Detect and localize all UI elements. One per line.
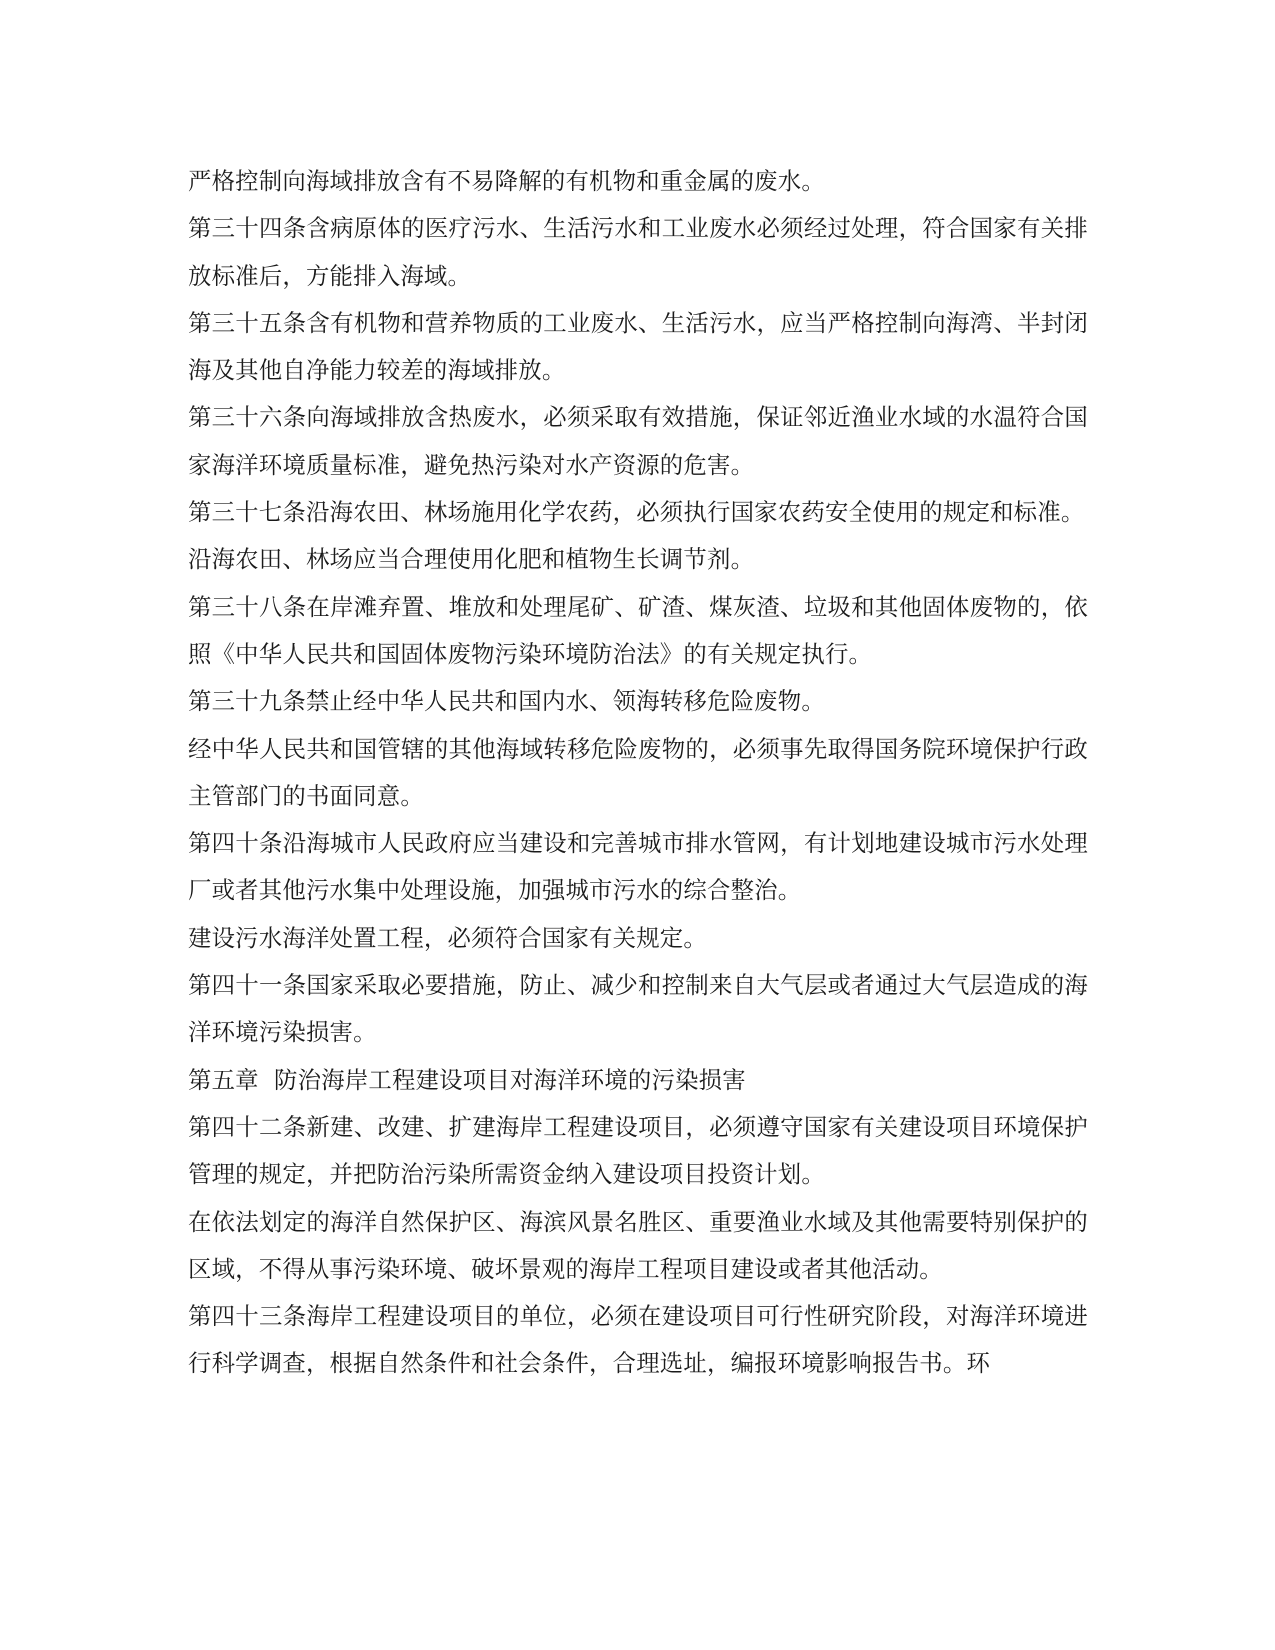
paragraph: 经中华人民共和国管辖的其他海域转移危险废物的，必须事先取得国务院环境保护行政主管部门的书面同意。 xyxy=(188,734,1088,810)
paragraph: 在依法划定的海洋自然保护区、海滨风景名胜区、重要渔业水域及其他需要特别保护的区域，不得从事污染环境、破坏景观的海岸工程项目建设或者其他活动。 xyxy=(188,1207,1088,1283)
paragraph: 第四十三条海岸工程建设项目的单位，必须在建设项目可行性研究阶段，对海洋环境进行科学调查，根据自然条件和社会条件，合理选址，编报环境影响报告书。环 xyxy=(188,1302,1088,1378)
paragraph: 第三十六条向海域排放含热废水，必须采取有效措施，保证邻近渔业水域的水温符合国家海洋环境质量标准，避免热污染对水产资源的危害。 xyxy=(188,403,1088,479)
paragraph: 第四十条沿海城市人民政府应当建设和完善城市排水管网，有计划地建设城市污水处理厂或者其他污水集中处理设施，加强城市污水的综合整治。 xyxy=(188,829,1088,905)
paragraph: 第四十二条新建、改建、扩建海岸工程建设项目，必须遵守国家有关建设项目环境保护管理的规定，并把防治污染所需资金纳入建设项目投资计划。 xyxy=(188,1112,1088,1189)
paragraph: 第三十八条在岸滩弃置、堆放和处理尾矿、矿渣、煤灰渣、垃圾和其他固体废物的，依照《中华人民共和国固体废物污染环境防治法》的有关规定执行。 xyxy=(188,592,1088,668)
paragraph: 严格控制向海域排放含有不易降解的有机物和重金属的废水。 xyxy=(188,167,825,195)
paragraph: 第三十九条禁止经中华人民共和国内水、领海转移危险废物。 xyxy=(188,687,825,716)
paragraph: 沿海农田、林场应当合理使用化肥和植物生长调节剂。 xyxy=(188,545,755,574)
document-body xyxy=(188,158,1088,1388)
paragraph: 第四十一条国家采取必要措施，防止、减少和控制来自大气层或者通过大气层造成的海洋环境污染损害。 xyxy=(188,971,1088,1047)
paragraph: 第三十七条沿海农田、林场施用化学农药，必须执行国家农药安全使用的规定和标准。 xyxy=(188,498,1085,527)
chapter-heading: 第五章 防治海岸工程建设项目对海洋环境的污染损害 xyxy=(188,1065,746,1094)
paragraph: 第三十四条含病原体的医疗污水、生活污水和工业废水必须经过处理，符合国家有关排放标准后，方能排入海域。 xyxy=(188,214,1088,290)
paragraph: 第三十五条含有机物和营养物质的工业废水、生活污水，应当严格控制向海湾、半封闭海及其他自净能力较差的海域排放。 xyxy=(188,308,1088,385)
paragraph: 建设污水海洋处置工程，必须符合国家有关规定。 xyxy=(188,923,707,952)
